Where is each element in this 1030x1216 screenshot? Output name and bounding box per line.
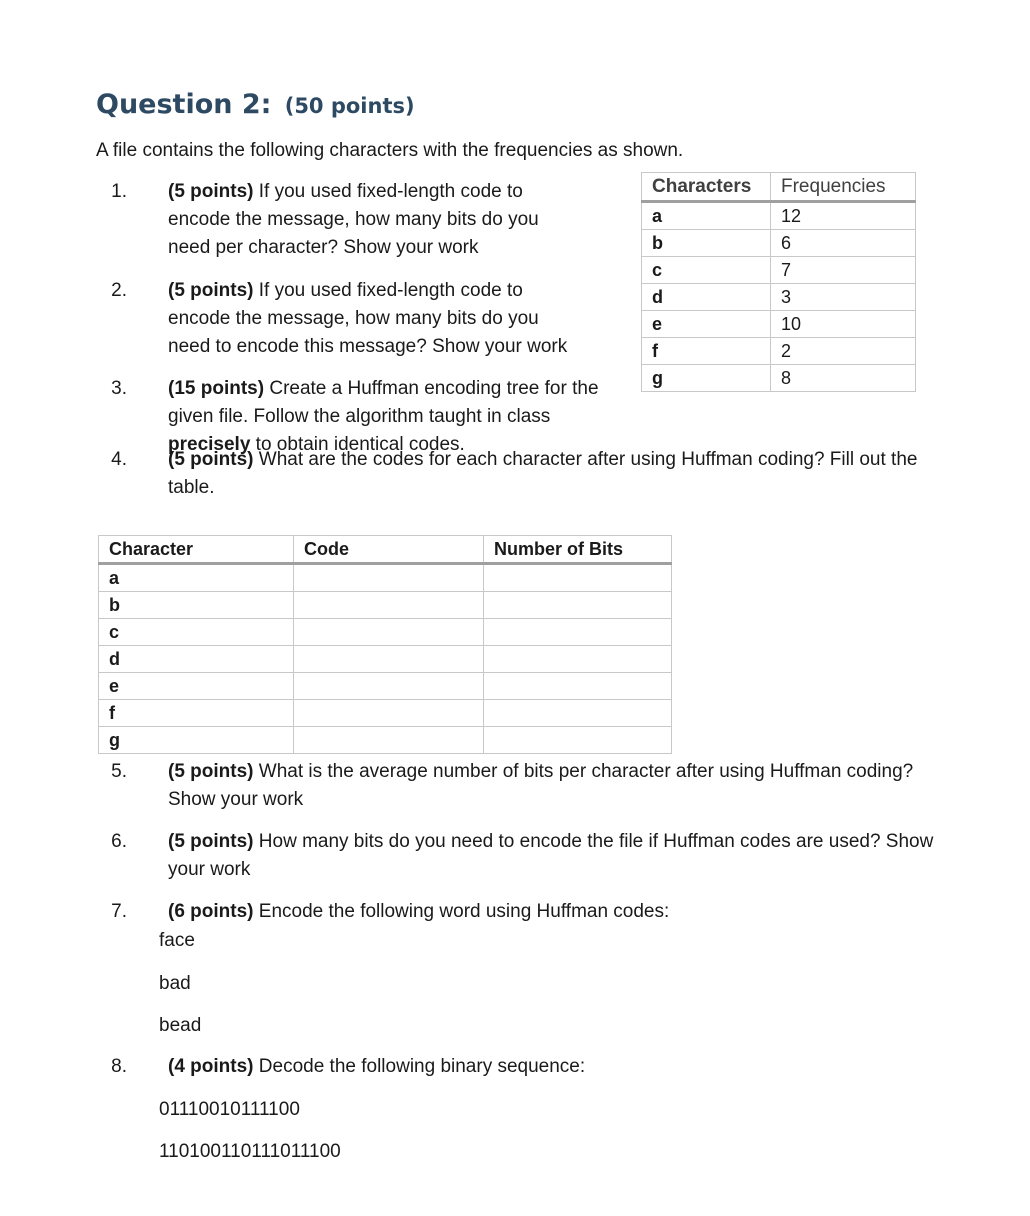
question-text [168,898,945,926]
binary-sequence: 01110010111100 [159,1099,300,1120]
question-points: (5 points) [168,449,254,470]
char-cell: e [99,673,294,700]
table-row [642,230,916,257]
huffman-code-table [98,535,672,754]
char-cell: a [99,564,294,592]
char-cell: d [99,646,294,673]
question-number: 1. [111,181,127,202]
freq-cell: 12 [771,202,916,230]
question-4 [105,446,945,502]
question-points: (5 points) [168,831,254,852]
char-cell: b [642,230,771,257]
char-cell: g [99,727,294,754]
header-number-of-bits: Number of Bits [484,536,672,564]
bits-cell[interactable] [484,564,672,592]
question-body: Decode the following binary sequence: [253,1056,586,1077]
question-body: Create a Huffman encoding tree for the given file. Follow the algorithm taught in class [168,378,599,427]
table-row [99,700,672,727]
code-cell[interactable] [294,646,484,673]
frequency-table-header [642,173,916,202]
question-1 [105,178,575,262]
title-points: (50 points) [284,94,415,118]
question-points: (4 points) [168,1056,254,1077]
bits-cell[interactable] [484,646,672,673]
intro-text: A file contains the following characters with the frequencies as shown. [96,140,684,161]
binary-sequence: 110100110111011100 [159,1141,341,1162]
question-number: 6. [111,831,127,852]
table-row [642,338,916,365]
header-frequencies: Frequencies [771,173,916,202]
freq-cell: 6 [771,230,916,257]
encode-word: face [159,930,195,951]
char-cell: d [642,284,771,311]
question-body-end: to obtain identical codes. [250,434,465,455]
table-row [642,257,916,284]
question-body: What is the average number of bits per character after using Huffman coding? Show your work [168,761,914,810]
char-cell: f [642,338,771,365]
table-row [99,673,672,700]
code-cell[interactable] [294,700,484,727]
table-row [642,202,916,230]
question-6 [105,828,945,884]
freq-cell: 2 [771,338,916,365]
bits-cell[interactable] [484,592,672,619]
question-text [168,828,945,884]
question-7 [105,898,945,926]
question-points: (5 points) [168,181,254,202]
question-title [96,78,415,122]
char-cell: f [99,700,294,727]
question-body: What are the codes for each character after using Huffman coding? Fill out the table. [168,449,918,498]
question-points: (5 points) [168,280,254,301]
header-character: Character [99,536,294,564]
code-cell[interactable] [294,673,484,700]
question-text [168,277,575,361]
bits-cell[interactable] [484,700,672,727]
table-row [642,311,916,338]
question-number: 8. [111,1056,127,1077]
freq-cell: 7 [771,257,916,284]
question-number: 3. [111,378,127,399]
table-row [99,646,672,673]
code-cell[interactable] [294,619,484,646]
question-text [168,1053,945,1081]
question-body: If you used fixed-length code to encode the message, how many bits do you need to encode this message? Show your work [168,280,568,357]
question-body: How many bits do you need to encode the file if Huffman codes are used? Show your work [168,831,934,880]
code-cell[interactable] [294,727,484,754]
char-cell: c [642,257,771,284]
question-body: Encode the following word using Huffman codes: [253,901,670,922]
question-text [168,446,945,502]
question-points: (15 points) [168,378,265,399]
question-number: 5. [111,761,127,782]
table-row [99,592,672,619]
freq-cell: 8 [771,365,916,392]
char-cell: a [642,202,771,230]
question-5 [105,758,945,814]
encode-word: bead [159,1015,202,1036]
question-8 [105,1053,945,1081]
char-cell: c [99,619,294,646]
freq-cell: 10 [771,311,916,338]
code-cell[interactable] [294,564,484,592]
table-row [99,564,672,592]
table-row [642,284,916,311]
header-code: Code [294,536,484,564]
question-text [168,758,945,814]
char-cell: b [99,592,294,619]
bits-cell[interactable] [484,673,672,700]
question-body: If you used fixed-length code to encode the message, how many bits do you need per character? Show your work [168,181,539,258]
bits-cell[interactable] [484,619,672,646]
code-table-header [99,536,672,564]
char-cell: e [642,311,771,338]
emphasis-precisely: precisely [168,434,251,455]
encode-word: bad [159,973,191,994]
table-row [99,619,672,646]
question-text [168,178,575,262]
question-number: 7. [111,901,127,922]
question-points: (5 points) [168,761,254,782]
header-characters: Characters [642,173,771,202]
char-cell: g [642,365,771,392]
title-main: Question 2: [96,89,272,120]
code-cell[interactable] [294,592,484,619]
table-row [99,727,672,754]
question-number: 2. [111,280,127,301]
freq-cell: 3 [771,284,916,311]
frequency-table [641,172,916,392]
question-number: 4. [111,449,127,470]
question-points: (6 points) [168,901,254,922]
question-2 [105,277,575,361]
bits-cell[interactable] [484,727,672,754]
